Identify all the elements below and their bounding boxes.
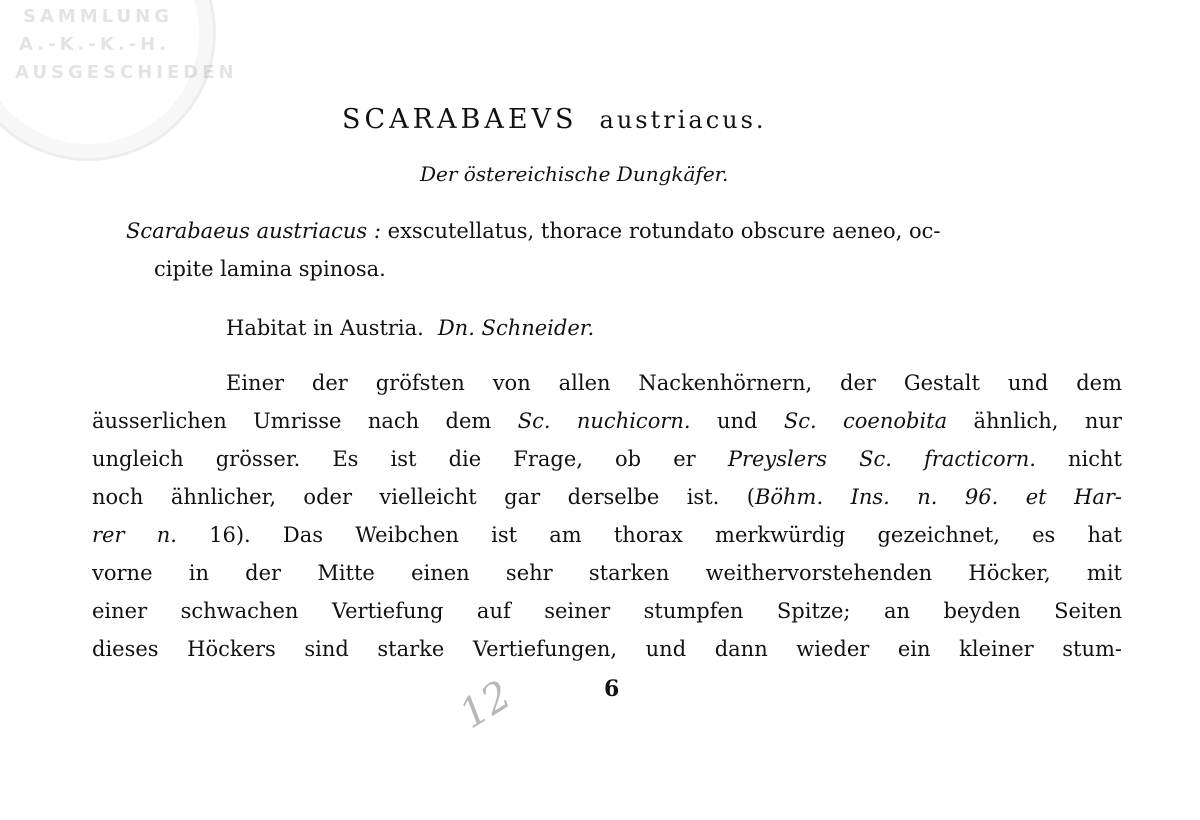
description-paragraph — [92, 364, 1122, 668]
literature-reference: Böhm. Ins. n. 96. et Har- — [754, 485, 1122, 509]
diagnosis-text: exscutellatus, thorace rotundato obscure aeneo, oc- — [387, 219, 941, 243]
diagnosis-line: cipite lamina spinosa. — [154, 257, 386, 281]
habitat-line — [226, 316, 594, 340]
text-line: dieses Höckers sind starke Vertiefungen, und dann wieder ein kleiner stum- — [92, 637, 1122, 661]
text-line: vorne in der Mitte einen sehr starken weithervorstehenden Höcker, mit — [92, 561, 1122, 585]
page-signature: 6 — [604, 676, 620, 702]
stamp-text-line: A.-K.-K.-H. — [19, 34, 170, 55]
common-name-subtitle: Der östereichische Dungkäfer. — [420, 162, 729, 186]
latin-diagnosis — [126, 212, 1126, 288]
text-segment: ungleich grösser. Es ist die Frage, ob er — [92, 447, 696, 471]
species-reference: Preyslers Sc. fracticorn. — [727, 447, 1036, 471]
text-segment: nicht — [1068, 447, 1122, 471]
species-reference: Sc. coenobita — [783, 409, 948, 433]
text-line — [92, 478, 1122, 516]
text-line — [92, 516, 1122, 554]
literature-reference: rer n. — [92, 523, 177, 547]
text-segment: und — [716, 409, 758, 433]
genus-name: SCARABAEVS — [342, 104, 578, 135]
text-line: einer schwachen Vertiefung auf seiner stumpfen Spitze; an beyden Seiten — [92, 599, 1122, 623]
library-stamp — [0, 0, 238, 161]
text-segment: noch ähnlicher, oder vielleicht gar derselbe ist. ( — [92, 485, 755, 509]
diagnosis-line — [126, 212, 1126, 250]
diagnosis-species-name: Scarabaeus austriacus : — [126, 219, 381, 243]
text-segment: 16). Das Weibchen ist am thorax merkwürdig gezeichnet, es hat — [209, 523, 1122, 547]
habitat-author: Dn. Schneider. — [437, 316, 595, 340]
species-title — [342, 104, 767, 135]
handwritten-ink-mark: 12 — [451, 672, 520, 738]
text-line: Einer der gröfsten von allen Nackenhörnern, der Gestalt und dem — [226, 371, 1122, 395]
text-line — [92, 402, 1122, 440]
habitat-text: Habitat in Austria. — [226, 316, 424, 340]
text-segment: ähnlich, nur — [973, 409, 1122, 433]
species-name: austriacus. — [599, 106, 767, 134]
species-reference: Sc. nuchicorn. — [517, 409, 691, 433]
text-segment: äusserlichen Umrisse nach dem — [92, 409, 492, 433]
text-line — [92, 440, 1122, 478]
stamp-text-line: SAMMLUNG — [23, 6, 174, 27]
stamp-text-line: AUSGESCHIEDEN — [15, 62, 238, 83]
